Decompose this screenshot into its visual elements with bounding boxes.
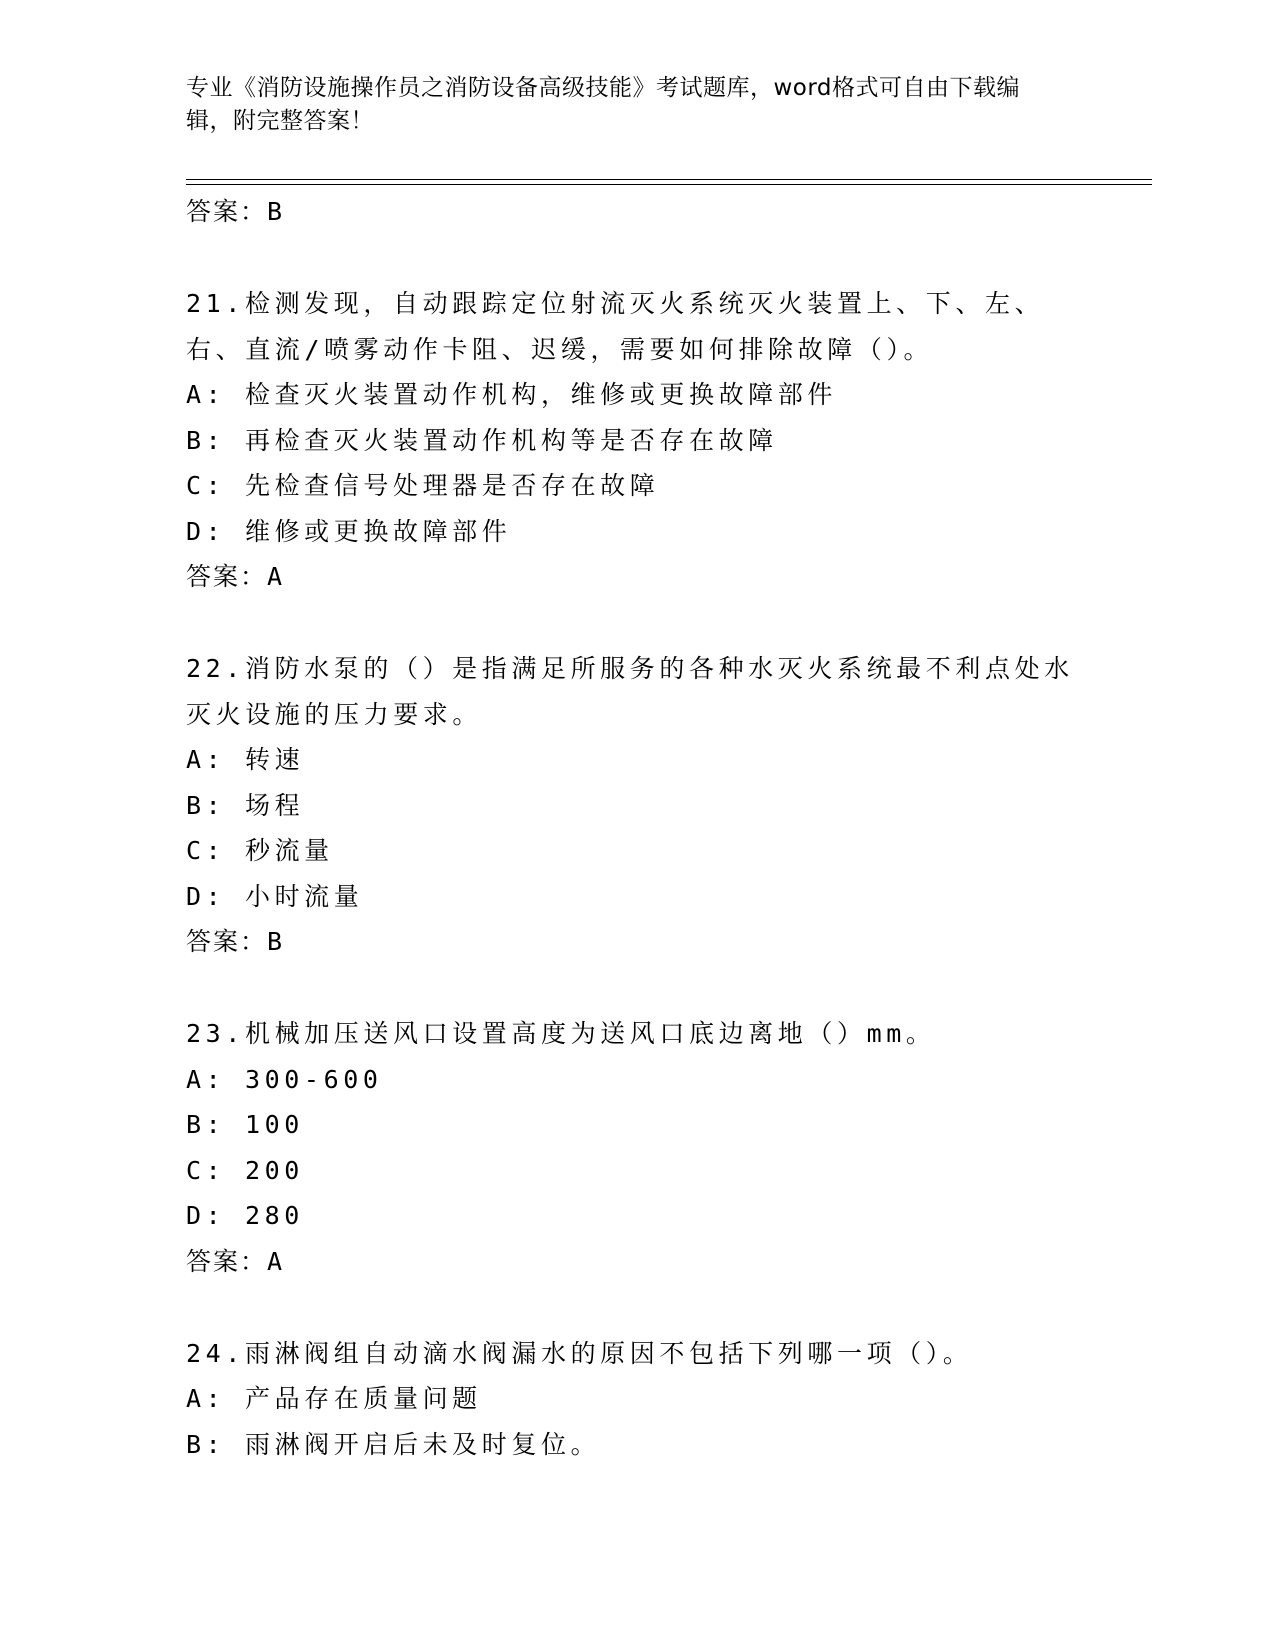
option-b bbox=[186, 1102, 1086, 1148]
question-stem: 检测发现，自动跟踪定位射流灭火系统灭火装置上、下、左、右、直流/喷雾动作卡阻、迟缓，需要如何排除故障（）。 bbox=[186, 289, 1045, 364]
option-key: A: bbox=[186, 1384, 226, 1413]
option-text: 200 bbox=[244, 1155, 304, 1185]
question-text bbox=[186, 646, 1086, 737]
answer-label: 答案： bbox=[186, 1246, 268, 1276]
option-key: A: bbox=[186, 745, 226, 774]
option-a bbox=[186, 737, 1086, 783]
question-text bbox=[186, 1331, 1086, 1377]
option-key: D: bbox=[186, 516, 226, 546]
answer-label: 答案： bbox=[186, 197, 268, 226]
option-key: B: bbox=[186, 425, 226, 455]
answer-value: A bbox=[267, 1246, 284, 1276]
option-a bbox=[186, 372, 1086, 418]
answer-value: B bbox=[267, 197, 284, 226]
option-d bbox=[186, 509, 1086, 555]
option-c bbox=[186, 463, 1086, 509]
option-key: C: bbox=[186, 1155, 226, 1185]
option-text: 维修或更换故障部件 bbox=[244, 516, 512, 546]
option-d bbox=[186, 874, 1086, 920]
answer-label: 答案： bbox=[186, 562, 268, 591]
answer-label: 答案： bbox=[186, 927, 268, 956]
option-text: 检查灭火装置动作机构，维修或更换故障部件 bbox=[244, 380, 837, 409]
option-text: 300-600 bbox=[244, 1064, 383, 1094]
header-divider-bottom bbox=[186, 184, 1152, 185]
question-21 bbox=[186, 281, 1086, 600]
option-b bbox=[186, 1422, 1086, 1468]
option-c bbox=[186, 828, 1086, 874]
option-text: 280 bbox=[244, 1201, 304, 1230]
question-stem: 雨淋阀组自动滴水阀漏水的原因不包括下列哪一项（）。 bbox=[244, 1338, 973, 1368]
option-key: C: bbox=[186, 471, 226, 500]
question-23 bbox=[186, 1011, 1086, 1285]
question-number: 22. bbox=[186, 654, 245, 683]
option-text: 再检查灭火装置动作机构等是否存在故障 bbox=[244, 425, 778, 455]
question-22 bbox=[186, 646, 1086, 965]
option-text: 雨淋阀开启后未及时复位。 bbox=[244, 1429, 601, 1459]
option-a bbox=[186, 1376, 1086, 1422]
question-number: 21. bbox=[186, 289, 245, 318]
option-text: 场程 bbox=[244, 790, 305, 820]
answer-line bbox=[186, 1239, 1086, 1285]
document-body bbox=[186, 189, 1086, 1467]
question-stem: 机械加压送风口设置高度为送风口底边离地（）mm。 bbox=[244, 1019, 936, 1048]
option-text: 产品存在质量问题 bbox=[244, 1384, 482, 1413]
answer-line bbox=[186, 554, 1086, 600]
option-key: C: bbox=[186, 836, 226, 865]
option-text: 转速 bbox=[244, 745, 305, 774]
answer-line bbox=[186, 919, 1086, 965]
question-stem: 消防水泵的（）是指满足所服务的各种水灭火系统最不利点处水灭火设施的压力要求。 bbox=[186, 654, 1074, 729]
question-number: 24. bbox=[186, 1338, 245, 1368]
option-c bbox=[186, 1148, 1086, 1194]
option-d bbox=[186, 1193, 1086, 1239]
answer-line bbox=[186, 189, 1086, 235]
option-text: 100 bbox=[244, 1110, 304, 1139]
option-b bbox=[186, 783, 1086, 829]
option-key: D: bbox=[186, 881, 226, 911]
option-text: 秒流量 bbox=[244, 836, 334, 865]
header-divider-top bbox=[186, 179, 1152, 180]
option-a bbox=[186, 1057, 1086, 1103]
option-key: B: bbox=[186, 790, 226, 820]
question-text bbox=[186, 281, 1086, 372]
option-key: D: bbox=[186, 1201, 226, 1230]
option-key: A: bbox=[186, 1064, 226, 1094]
option-key: A: bbox=[186, 380, 226, 409]
answer-value: A bbox=[267, 562, 284, 591]
option-b bbox=[186, 418, 1086, 464]
option-key: B: bbox=[186, 1429, 226, 1459]
question-text bbox=[186, 1011, 1086, 1057]
document-header: 专业《消防设施操作员之消防设备高级技能》考试题库，word格式可自由下载编辑，附完整答案！ bbox=[186, 75, 1021, 134]
question-number: 23. bbox=[186, 1019, 245, 1048]
option-text: 先检查信号处理器是否存在故障 bbox=[244, 471, 660, 500]
option-key: B: bbox=[186, 1110, 226, 1139]
option-text: 小时流量 bbox=[244, 881, 364, 911]
question-24 bbox=[186, 1331, 1086, 1468]
answer-value: B bbox=[267, 927, 284, 956]
